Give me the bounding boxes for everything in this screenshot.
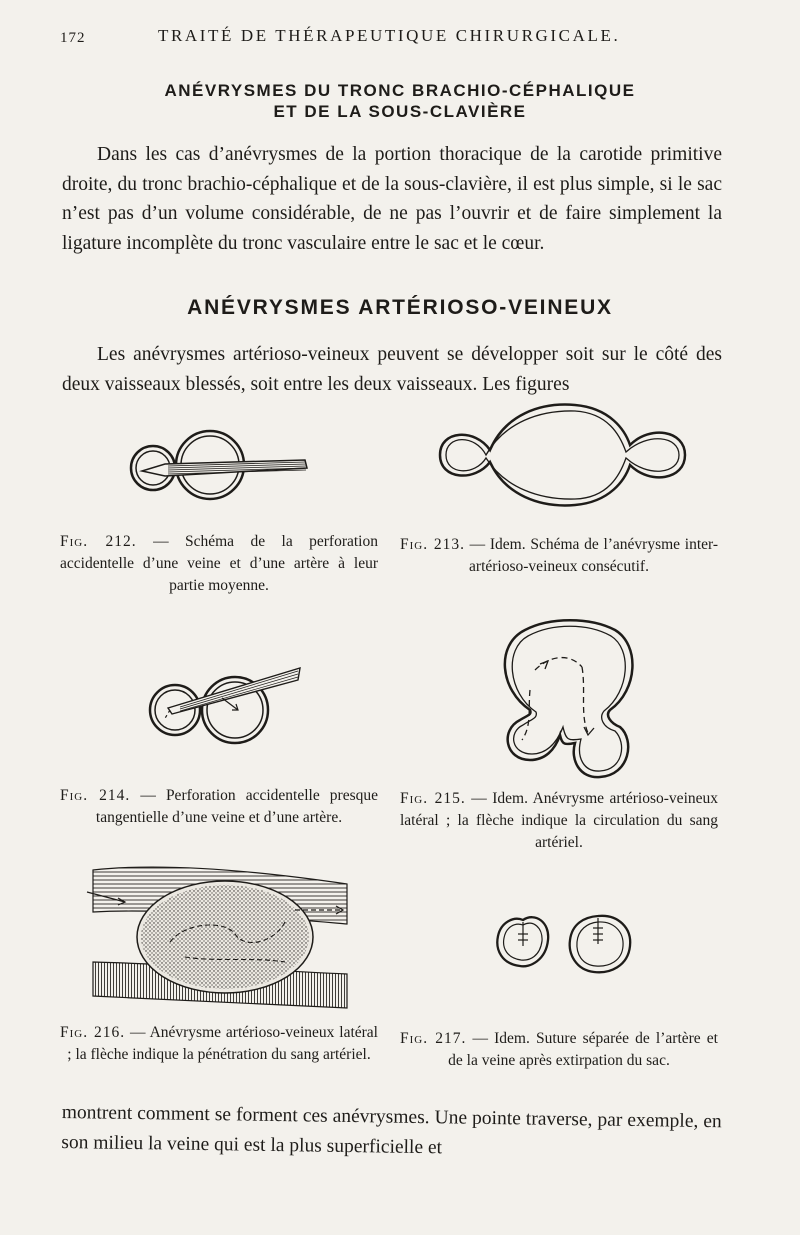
section-title-line2: ET DE LA SOUS-CLAVIÈRE	[273, 102, 527, 121]
paragraph-brachio: Dans les cas d’anévrysmes de la portion thoracique de la carotide primitive droite, du tronc brachio-céphalique et de la sous-clavière, il est plus simple, si le sac n’est pas d’un volume considérable, de ne pas l’ouvrir et de faire simplement la ligature incomplète du tronc vasculaire entre le sac et le cœur.	[62, 144, 722, 254]
figure-217-illustration	[490, 910, 640, 980]
figure-212-illustration	[120, 420, 320, 510]
section-title-line1: ANÉVRYSMES DU TRONC BRACHIO-CÉPHALIQUE	[164, 81, 636, 100]
caption-text: — Perforation accidentelle presque tangentielle d’une veine et d’une artère.	[95, 787, 379, 826]
page-header	[60, 26, 740, 50]
caption-text: — Anévrysme artérioso-veineux latéral ; la flèche indique la pénétration du sang artériel.	[67, 1024, 378, 1063]
caption-label: Fig. 216.	[60, 1024, 126, 1041]
figure-214-illustration	[140, 660, 310, 750]
paragraph-arterioso-veineux: Les anévrysmes artérioso-veineux peuvent se développer soit sur le côté des deux vaisseaux blessés, soit entre les deux vaisseaux. Les figures	[62, 344, 722, 395]
page-number: 172	[60, 30, 86, 46]
caption-fig-212	[60, 531, 378, 597]
caption-fig-214	[60, 785, 378, 829]
section-title-brachio	[0, 80, 800, 122]
caption-text: — Idem. Suture séparée de l’artère et de la veine après extirpation du sac.	[448, 1030, 718, 1069]
caption-text: — Idem. Anévrysme artérioso-veineux latéral ; la flèche indique la circulation du sang artériel.	[400, 790, 718, 851]
caption-fig-216	[60, 1022, 378, 1066]
caption-label: Fig. 213.	[400, 536, 465, 553]
paragraph-continuation: montrent comment se forment ces anévrysmes. Une pointe traverse, par exemple, en son milieu la veine qui est la plus superficielle et	[61, 1101, 722, 1158]
caption-label: Fig. 217.	[400, 1030, 467, 1047]
caption-label: Fig. 214.	[60, 787, 131, 804]
figure-213-illustration	[420, 400, 700, 510]
section-title-arterioso-veineux: ANÉVRYSMES ARTÉRIOSO-VEINEUX	[187, 296, 613, 319]
caption-text: — Schéma de la perforation accidentelle d’une veine et d’une artère à leur partie moyenne.	[60, 533, 378, 594]
caption-fig-217	[400, 1028, 718, 1072]
caption-fig-215	[400, 788, 718, 854]
figure-216-illustration	[85, 862, 355, 1010]
caption-label: Fig. 212.	[60, 533, 137, 550]
caption-fig-213	[400, 534, 718, 578]
caption-label: Fig. 215.	[400, 790, 466, 807]
figure-215-illustration	[490, 615, 650, 785]
caption-text: — Idem. Schéma de l’anévrysme inter-artérioso-veineux consécutif.	[469, 536, 719, 575]
running-title: TRAITÉ DE THÉRAPEUTIQUE CHIRURGICALE.	[158, 26, 621, 45]
